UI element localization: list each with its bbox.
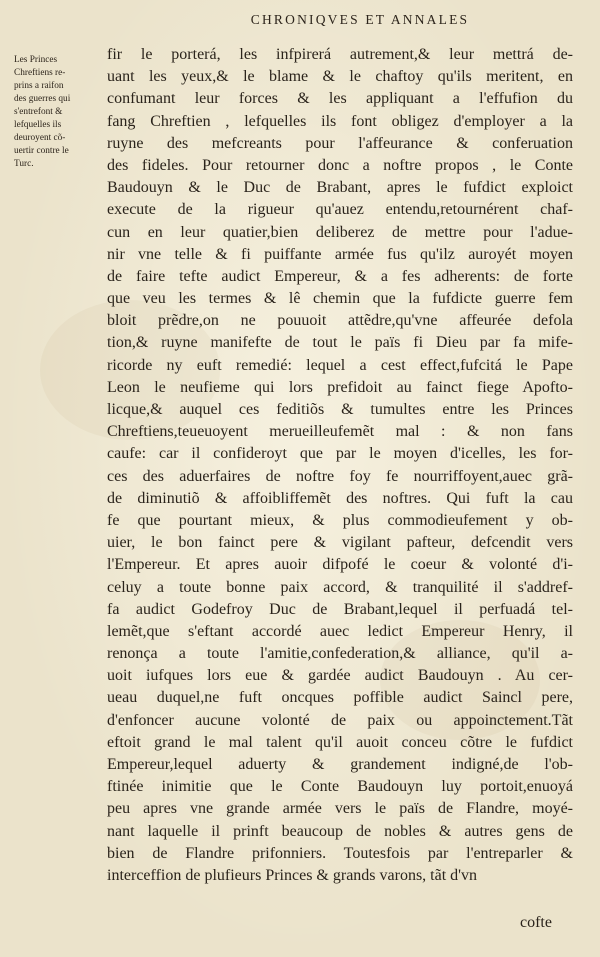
text-line: Baudouyn & le Duc de Brabant, apres le fufdict exploict [107, 179, 573, 197]
margin-note-line: s'entrefont & [14, 107, 63, 117]
text-line: fa audict Godefroy Duc de Brabant,lequel il perfuadá tel- [107, 600, 573, 618]
text-line: ueau duquel,ne fuft oncques poffible audict Saincl pere, [107, 689, 573, 707]
text-line: peu apres vne grande armée vers le païs de Flandre, moyé- [107, 800, 573, 818]
body-text [107, 44, 573, 887]
text-line: ftinée inimitie que le Conte Baudouyn luy portoit,enuoyá [107, 778, 573, 796]
text-line: lemẽt,que s'eftant accordé auec ledict Empereur Henry, il [107, 622, 573, 640]
text-line: bloit prẽdre,on ne pouuoit attẽdre,qu'vne affeurée defola [107, 312, 573, 330]
text-line: nant laquelle il prinft beaucoup de nobles & autres gens de [107, 822, 573, 840]
text-line: l'Empereur. Et apres auoir difpofé le coeur & volonté d'i- [107, 556, 573, 574]
text-line: fir le porterá, les infpirerá autrement,& leur mettrá de- [107, 46, 573, 63]
margin-note-line: lefquelles ils [14, 120, 62, 130]
text-line: confumant leur forces & les appliquant a l'effufion du [107, 90, 573, 108]
margin-note-line: uertir contre le [14, 146, 69, 156]
catchword: cofte [520, 914, 552, 931]
text-line: uier, le bon fainct pere & vigilant pafteur, defcendit vers [107, 534, 573, 552]
margin-note-line: Turc. [14, 159, 34, 169]
text-line: bien de Flandre prifonniers. Toutesfois par l'entreparler & [107, 844, 573, 862]
text-line: Chreftiens,teueuoyent merueilleufemẽt mal : & non fans [107, 423, 573, 441]
text-line: uoit iufques lors eue & gardée audict Baudouyn . Au cer- [107, 667, 573, 685]
text-line: uant les yeux,& le blame & le chaftoy qu'ils meritent, en [107, 68, 573, 86]
running-head: CHRONIQVES ET ANNALES [250, 12, 470, 27]
text-line: Leon le neufieme qui lors prefidoit au fainct fiege Apofto- [107, 378, 573, 396]
text-line: fe que pourtant mieux, & plus commodieufement y ob- [107, 511, 573, 529]
margin-note-line: Chreftiens re- [14, 68, 66, 78]
margin-note-line: Les Princes [14, 55, 58, 65]
text-line: caufe: car il confideroyt que par le moyen d'icelles, les for- [107, 445, 573, 463]
margin-note [14, 54, 104, 171]
text-line: que veu les termes & lê chemin que la fufdicte guerre fem [107, 290, 573, 308]
text-line: renonça a toute l'amitie,confederation,& alliance, qu'il a- [107, 645, 573, 663]
text-line: Empereur,lequel aduerty & grandement indigné,de l'ob- [107, 756, 573, 773]
text-line: interceffion de plufieurs Princes & grands varons, tãt d'vn [107, 866, 478, 884]
text-line: ruyne des mefcreants pour l'affeurance & conferuation [107, 134, 573, 152]
text-line: de diminutiõ & affoibliffemẽt des noftres. Qui fuft la cau [107, 489, 573, 507]
text-line: des fideles. Pour retourner donc a noftre propos , le Conte [107, 156, 573, 174]
text-line: ricorde ny euft remedié: lequel a cest effect,fufcitá le Pape [107, 356, 573, 374]
text-line: celuy a toute bonne paix accord, & tranquilité il s'addref- [107, 578, 573, 596]
text-line: nir vne telle & fi puiffante armée fus qu'ilz auroyét moyen [107, 245, 573, 263]
text-line: execute de la rigueur qu'auez entendu,retournérent chaf- [107, 201, 573, 219]
margin-note-line: deuroyent cõ- [14, 133, 66, 143]
text-line: ces des aduerfaires de noftre foy fe nourriffoyent,auec grã- [107, 467, 573, 485]
text-line: eftoit grand le mal talent qu'il auoit conceu cõtre le fufdict [107, 733, 573, 751]
text-line: d'enfoncer aucune volonté de paix ou appoinctement.Tãt [107, 711, 573, 729]
text-line: tion,& ruyne manifefte de tout le païs fi Dieu par fa mife- [107, 334, 573, 352]
text-line: fang Chreftien , lefquelles ils font obligez d'employer a la [107, 112, 573, 130]
margin-note-line: des guerres qui [14, 94, 71, 104]
margin-note-line: prins a raifon [14, 81, 64, 91]
text-line: de faire tefte audict Empereur, & a fes adherents: de forte [107, 267, 573, 285]
text-line: licque,& auquel ces feditiõs & tumultes entre les Princes [107, 401, 573, 418]
text-line: cun en leur quatier,bien deliberez de mettre pour l'adue- [107, 223, 573, 241]
